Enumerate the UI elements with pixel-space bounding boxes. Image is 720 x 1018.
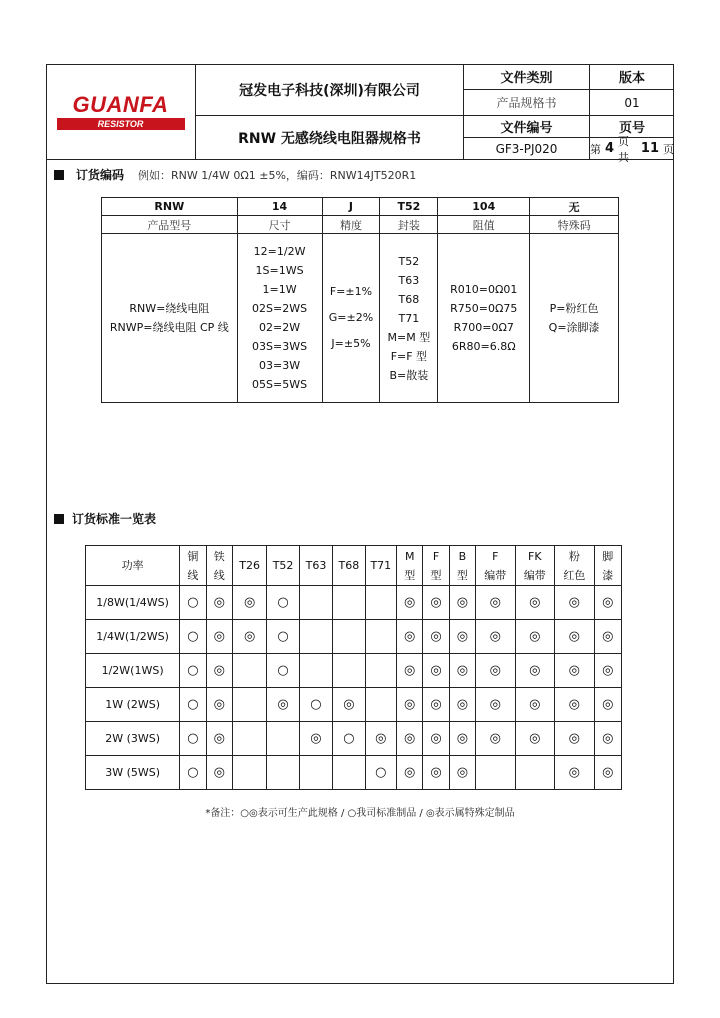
doc-number-value: GF3-PJ020 [464,138,590,160]
table-row [86,756,622,790]
mark-cell: ◎ [206,654,232,688]
mark-cell [333,586,365,620]
code-cell: 104 [438,198,530,216]
header-line: 脚 [602,549,614,563]
power-rating-cell: 1/8W(1/4WS) [86,586,180,620]
mark-cell [267,756,299,790]
footnote: *备注：○◎表示可生产此规格 / ○我司标准制品 / ◎表示属特殊定制品 [205,808,515,819]
mark-cell: ◎ [423,722,449,756]
mark-cell [333,756,365,790]
mark-cell: ◎ [206,620,232,654]
code-detail-cell [322,234,380,403]
mark-cell: ○ [267,620,299,654]
mark-cell [232,688,266,722]
mark-cell: ◎ [555,756,595,790]
page-suffix: 页 [663,142,674,156]
mark-cell: ◎ [449,722,475,756]
code-detail-line: J=±5% [331,337,371,350]
code-detail-line: 1=1W [262,283,297,296]
square-bullet-icon [54,514,64,524]
header-line: 型 [430,568,442,582]
code-detail-line: T68 [398,292,420,306]
mark-cell: ○ [365,756,396,790]
code-detail-line: F=F 型 [390,349,428,363]
power-rating-cell: 3W (5WS) [86,756,180,790]
code-row [102,198,619,216]
mark-cell: ◎ [594,756,621,790]
code-detail-line: B=散装 [389,368,429,382]
mark-cell: ◎ [476,654,516,688]
code-detail-line: M=M 型 [387,330,431,344]
standard-header-cell [333,546,365,586]
mark-cell: ◎ [423,756,449,790]
standard-header-row [86,546,622,586]
table-row [86,620,622,654]
code-name-cell: 阻值 [438,216,530,234]
code-detail-line: 03=3W [259,359,301,372]
mark-cell: ◎ [515,688,555,722]
logo-subtext: RESISTOR [57,118,185,130]
mark-cell [365,688,396,722]
page-prefix: 第 [590,142,601,156]
header-line: F [492,549,499,563]
mark-cell [299,620,332,654]
mark-cell: ◎ [397,586,423,620]
code-detail-line: T63 [398,273,420,287]
mark-cell: ◎ [594,586,621,620]
mark-cell: ◎ [476,586,516,620]
code-name-cell: 产品型号 [102,216,238,234]
mark-cell: ○ [267,586,299,620]
table-row [86,722,622,756]
standard-header-cell [365,546,396,586]
code-cell: J [322,198,380,216]
code-detail-line: G=±2% [328,311,374,324]
mark-cell: ◎ [365,722,396,756]
standard-header-cell [423,546,449,586]
mark-cell: ◎ [449,688,475,722]
mark-cell: ◎ [476,722,516,756]
standard-header-cell [180,546,206,586]
mark-cell: ◎ [476,620,516,654]
header-line: M [404,549,415,563]
mark-cell [365,654,396,688]
mark-cell [333,620,365,654]
header-line: 粉 [568,549,580,563]
code-cell: 14 [237,198,322,216]
page-mid: 页 共 [618,134,630,164]
code-detail-line: 05S=5WS [252,378,308,391]
header-line: T63 [305,559,327,572]
mark-cell: ○ [180,586,206,620]
header-line: FK [528,549,542,563]
mark-cell: ◎ [423,586,449,620]
mark-cell: ◎ [423,620,449,654]
mark-cell [232,756,266,790]
code-name-cell: 尺寸 [237,216,322,234]
mark-cell: ◎ [423,654,449,688]
header-line: 功率 [121,559,144,572]
power-rating-cell: 1/2W(1WS) [86,654,180,688]
table-row [86,688,622,722]
standard-header-cell [206,546,232,586]
header-line: 红色 [563,568,586,582]
mark-cell: ○ [180,620,206,654]
mark-cell: ◎ [397,620,423,654]
mark-cell: ◎ [267,688,299,722]
code-detail-line: 12=1/2W [253,245,306,258]
mark-cell: ◎ [206,688,232,722]
order-code-title: 订货编码 [76,168,125,182]
mark-cell: ◎ [515,586,555,620]
code-detail-line: R010=0Ω01 [450,283,518,296]
document-title: RNW 无感绕线电阻器规格书 [196,116,464,160]
mark-cell: ◎ [232,620,266,654]
mark-cell: ◎ [397,722,423,756]
header-line: 线 [187,568,199,582]
doc-type-value: 产品规格书 [464,90,590,116]
page-label: 页号 [590,116,674,138]
mark-cell: ◎ [423,688,449,722]
mark-cell: ◎ [206,586,232,620]
mark-cell: ◎ [555,722,595,756]
company-logo [46,64,196,160]
standard-header-cell [267,546,299,586]
square-bullet-icon [54,170,64,180]
mark-cell [365,586,396,620]
standard-header-cell [449,546,475,586]
header-line: 编带 [523,568,546,582]
mark-cell [365,620,396,654]
mark-cell: ◎ [555,688,595,722]
order-code-example: 例如：RNW 1/4W 0Ω1 ±5%，编码：RNW14JT520R1 [138,168,417,182]
order-standard-table [85,545,622,790]
mark-cell: ○ [180,722,206,756]
doc-type-label: 文件类别 [464,64,590,90]
mark-cell: ◎ [515,722,555,756]
mark-cell: ○ [299,688,332,722]
mark-cell: ◎ [555,620,595,654]
standard-header-cell [299,546,332,586]
code-detail-line: Q=涂脚漆 [548,321,600,334]
company-name: 冠发电子科技(深圳)有限公司 [196,64,464,116]
mark-cell: ◎ [594,688,621,722]
mark-cell [299,586,332,620]
mark-cell [232,722,266,756]
header-line: T68 [338,559,360,572]
header-line: 铜 [187,549,199,563]
mark-cell: ◎ [397,756,423,790]
code-detail-cell [102,234,238,403]
code-name-cell: 特殊码 [530,216,619,234]
standard-table-heading [54,510,156,527]
standard-header-cell [555,546,595,586]
table-row [86,586,622,620]
page-total: 11 [640,141,659,156]
mark-cell: ◎ [449,654,475,688]
header-line: 型 [404,568,416,582]
header-line: B [458,549,467,563]
header-line: 编带 [484,568,507,582]
mark-cell: ◎ [515,654,555,688]
order-code-table [101,197,619,403]
mark-cell: ◎ [476,688,516,722]
header-line: T26 [239,559,260,572]
code-detail-line: 02S=2WS [252,302,308,315]
power-rating-cell: 2W (3WS) [86,722,180,756]
code-detail-line: R750=0Ω75 [450,302,518,315]
mark-cell: ○ [333,722,365,756]
page-number [590,134,674,164]
mark-cell: ◎ [449,756,475,790]
mark-cell: ○ [180,688,206,722]
mark-cell: ◎ [206,722,232,756]
code-detail-line: P=粉红色 [549,302,599,315]
doc-number-label: 文件编号 [464,116,590,138]
standard-header-cell [397,546,423,586]
mark-cell: ◎ [333,688,365,722]
code-detail-row [102,234,619,403]
code-detail-cell [438,234,530,403]
code-name-row [102,216,619,234]
header-line: 型 [456,568,468,582]
code-detail-line: R700=0Ω7 [453,321,514,334]
page-current: 4 [605,141,615,156]
mark-cell: ◎ [449,620,475,654]
logo-text: GUANFA [72,91,169,117]
mark-cell [232,654,266,688]
code-detail-line: RNW=绕线电阻 [129,302,210,315]
code-name-cell: 精度 [322,216,380,234]
mark-cell: ◎ [515,620,555,654]
code-detail-line: F=±1% [329,285,373,298]
code-cell: T52 [380,198,438,216]
mark-cell: ◎ [555,586,595,620]
code-detail-line: 6R80=6.8Ω [451,340,516,353]
code-name-cell: 封装 [380,216,438,234]
mark-cell: ◎ [206,756,232,790]
standard-header-cell [515,546,555,586]
mark-cell: ◎ [232,586,266,620]
code-detail-line: RNWP=绕线电阻 CP 线 [109,321,229,334]
mark-cell: ◎ [594,654,621,688]
order-code-heading [54,166,416,183]
mark-cell [299,756,332,790]
power-rating-cell: 1W (2WS) [86,688,180,722]
header-line: F [432,549,440,563]
mark-cell [267,722,299,756]
code-detail-line: 1S=1WS [255,264,304,277]
header-line: 铁 [213,549,225,563]
mark-cell: ◎ [299,722,332,756]
code-detail-line: T71 [398,311,420,325]
mark-cell [515,756,555,790]
code-detail-line: T52 [398,254,420,268]
mark-cell: ◎ [397,654,423,688]
code-detail-cell [237,234,322,403]
table-row [86,654,622,688]
header-line: T52 [272,559,294,572]
code-detail-cell [380,234,438,403]
code-cell: 无 [530,198,619,216]
code-detail-cell [530,234,619,403]
document-header [46,64,674,164]
mark-cell: ○ [180,756,206,790]
mark-cell: ◎ [449,586,475,620]
header-line: 线 [213,568,225,582]
code-detail-line: 02=2W [259,321,301,334]
standard-header-cell [232,546,266,586]
mark-cell [476,756,516,790]
code-cell: RNW [102,198,238,216]
header-line: 漆 [602,568,614,582]
mark-cell: ◎ [555,654,595,688]
mark-cell: ○ [180,654,206,688]
mark-cell: ◎ [397,688,423,722]
mark-cell: ○ [267,654,299,688]
code-detail-line: 03S=3WS [252,340,308,353]
standard-header-cell [86,546,180,586]
header-line: T71 [370,559,392,572]
version-label: 版本 [590,64,674,90]
standard-header-cell [594,546,621,586]
mark-cell [299,654,332,688]
version-value: 01 [590,90,674,116]
standard-table-title: 订货标准一览表 [72,512,157,526]
power-rating-cell: 1/4W(1/2WS) [86,620,180,654]
mark-cell: ◎ [594,722,621,756]
mark-cell [333,654,365,688]
mark-cell: ◎ [594,620,621,654]
standard-header-cell [476,546,516,586]
